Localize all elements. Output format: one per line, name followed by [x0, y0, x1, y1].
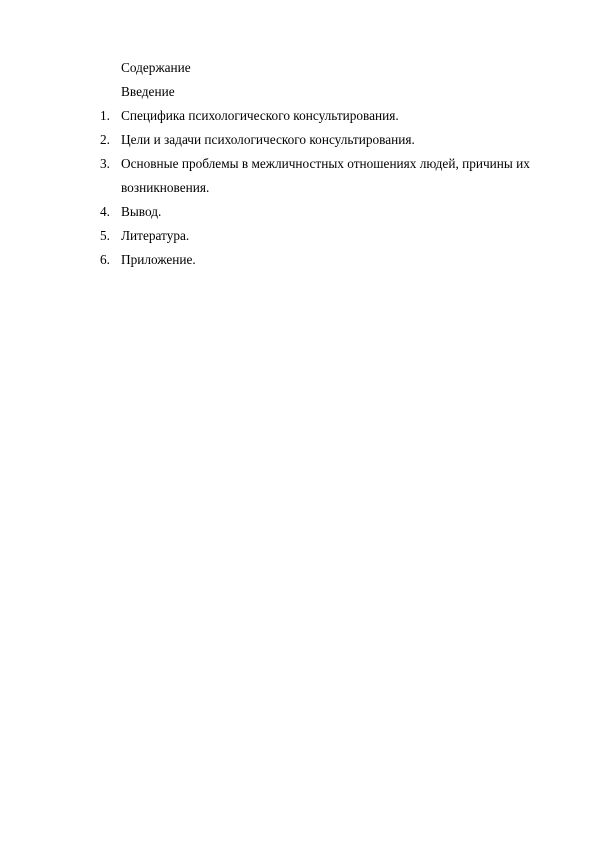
toc-item — [100, 104, 570, 128]
toc-item — [100, 152, 570, 200]
toc-item-text: Литература. — [121, 228, 190, 243]
toc-item-text: Основные проблемы в межличностных отношениях людей, причины их возникновения. — [121, 156, 530, 195]
toc-item — [100, 200, 570, 224]
toc-heading: Содержание — [121, 60, 191, 75]
toc-item-text: Цели и задачи психологического консультирования. — [121, 132, 415, 147]
toc-item-number: 4. — [100, 204, 110, 219]
toc-item-number: 2. — [100, 132, 110, 147]
toc-item-number: 6. — [100, 252, 110, 267]
toc-item — [100, 224, 570, 248]
toc-item-number: 3. — [100, 156, 110, 171]
toc-item-number: 5. — [100, 228, 110, 243]
toc-item — [100, 248, 570, 272]
toc-item — [100, 128, 570, 152]
toc-item-text: Вывод. — [121, 204, 162, 219]
toc-intro: Введение — [121, 84, 175, 99]
toc-heading-line — [100, 56, 570, 80]
toc-item-text: Приложение. — [121, 252, 196, 267]
toc-item-number: 1. — [100, 108, 110, 123]
toc-intro-line — [100, 80, 570, 104]
table-of-contents — [100, 56, 570, 272]
toc-item-text: Специфика психологического консультирования. — [121, 108, 399, 123]
